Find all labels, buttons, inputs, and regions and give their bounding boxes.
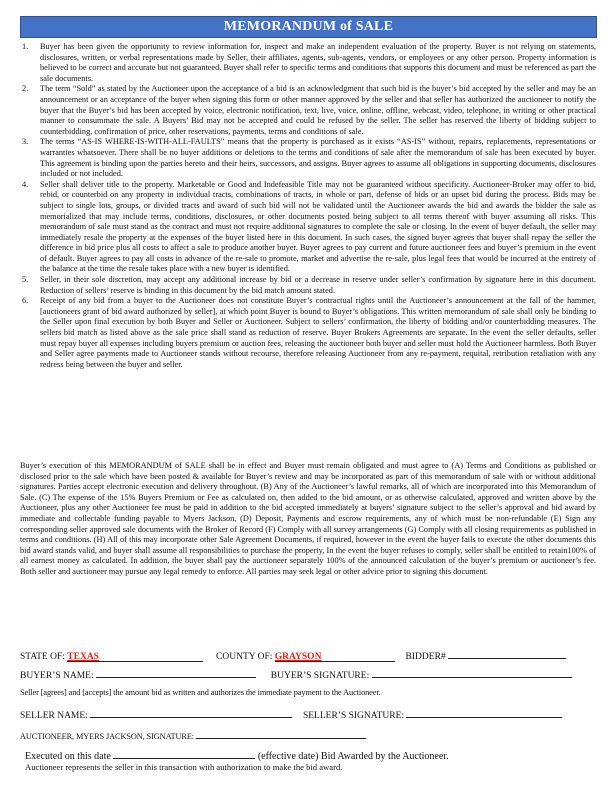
county-value: GRAYSON bbox=[274, 652, 322, 662]
term-item bbox=[20, 84, 596, 137]
state-field[interactable] bbox=[67, 652, 203, 662]
seller-name-field[interactable] bbox=[90, 708, 292, 718]
term-number: 4. bbox=[22, 179, 29, 189]
terms-list bbox=[20, 42, 596, 370]
state-label: STATE OF: bbox=[20, 652, 65, 662]
executed-prefix: Executed on this date bbox=[25, 751, 111, 762]
term-number: 5. bbox=[22, 275, 29, 285]
term-number: 6. bbox=[22, 296, 29, 306]
buyer-signature-field[interactable] bbox=[372, 668, 572, 678]
county-field[interactable] bbox=[275, 652, 395, 662]
bidder-label: BIDDER# bbox=[405, 652, 446, 662]
term-number: 2. bbox=[22, 84, 29, 94]
closing-paragraph: Buyer’s execution of this MEMORANDUM of SALE shall be in effect and Buyer must remain obligated and must agree to (A) Terms and Conditions as published or disclosed prior to the sale which have been posted & available for Buyer’s review and may be incorporated as part of this memorandum of sale with or without additional signatures. Parties accept electronic execution and delivery throughout. (B) Any of the Auctioneer’s lawful remarks, all of which are incorporated into this Memorandum of Sale. (C) The expense of the 15% Buyers Premium or Fee as calculated on, then added to the bid amount, or as otherwise calculated, approved and written above by the Auctioneer, plus any other Auctioneer fee must be paid in addition to the bid accepted immediately at buyers’ signature subject to the seller’s approval and bid award by immediate and collectable funding payable to Myers Jackson, (D) Deposit, Payments and escrow requirements, any of which must be non-refundable (E) Sign any corresponding seller approved sale documents with the Broker of Record (F) Comply with all survey arrangements (G) Comply with all closing requirements as published in terms and conditions. (H) All of this may incorporate other Sale Agreement Documents, if required, however in the event the buyer fails to execute the other documents this bid award stands valid, and buyer shall assume all responsibilities to purchase the property, In the event the buyer refuses to comply, seller shall be entitled to retain100% of all earnest money as calculated. In addition, the buyer shall pay the auctioneer separately 100% of the announced calculation of the buyer’s premium or auctioneer’s fee. Both seller and auctioneer may pursue any legal remedy to enforce. All parties may seek legal or other advice prior to signing this document. bbox=[20, 461, 596, 576]
executed-row bbox=[25, 749, 449, 762]
term-text: The term “Sold” as stated by the Auctioneer upon the acceptance of a bid is an acknowledgment that such bid is the buyer’s bid accepted by the seller and may be an announcement or an acceptance of the buyer when signing this form or other manner approved by the seller and that seller has authorized the auctioneer to notify the buyer that the Buyer’s bid has been accepted by voice, electronic notification, text, live, voice, online, offline, webcast, video, telephone, in writing or other practical manner to consummate the sale. A Buyers’ Bid may not be accepted and could be refused by the seller. The seller has reserved the liberty of bidding subject to counterbidding, confirmation of price, other reservations, payments, terms and conditions of sale. bbox=[40, 84, 596, 136]
auctioneer-signature-label: AUCTIONEER, MYERS JACKSON, SIGNATURE: bbox=[20, 732, 195, 741]
term-text: Seller shall deliver title to the property. Marketable or Good and Indefeasible Title may not be guaranteed without specificity. Auctioneer-Broker may offer to bid, rebid, or counterbid on any property in individual tracts, combinations of tracts, in whole or part, defense of bids or an upset bid during the process. Bids may be subject to single lots, groups, or divided tracts and award of such bid will not be validated until the Auctioneer awards the bid and awards the bidder the sale as memorialized that may include terms, conditions, disclosures, or other documents posted being subject to all terms thereof with buyer assuming all risks. This memorandum of sale must stand as the contract and must not require additional signatures to complete the sale or closing. In the event of buyer default, the seller may immediately resale the property at the expenses of the buyer listed here in this document. In such cases, the signed buyer agrees that buyer shall repay the seller the difference in bid price plus all costs to affect a sale to produce another buyer. Buyer agrees to pay current and future auctioneer fees and buyer’s premium in the event of default. Buyer agrees to pay all costs in advance of the re-sale to promote, market and advertise the re-sale, plus legal fees that would be incurred at the entirety of the balance at the time the resale takes place with a new buyer is identified. bbox=[40, 179, 596, 274]
term-item bbox=[20, 275, 596, 296]
term-text: Buyer has been given the opportunity to review information for, inspect and make an independent evaluation of the property. Buyer is not relying on statements, disclosures, written, or verbal representations made by Seller, their affiliates, agents, sub-agents, vendors, or employees or any other person. Property information is believed to be correct and accurate but not guaranteed. Buyer shall refer to specific terms and conditions that supports this document and must be referenced as part the sale documents. bbox=[40, 42, 596, 83]
buyer-row bbox=[20, 668, 596, 681]
term-text: The terms “AS-IS WHERE-IS-WITH-ALL-FAULTS” means that the property is purchased as it exists “AS-IS” without, repairs, replacements, representations or warranties whatsoever. There shall be no buyer additions or deletions to the terms and conditions of sale after the memorandum of sale has been executed by buyer. This agreement is binding upon the parties hereto and their heirs, successors, and assigns. Buyer agrees to assume all obligations in supporting documents, disclosures included or not included. bbox=[40, 137, 596, 179]
term-text: Receipt of any bid from a buyer to the Auctioneer does not constitute Buyer’s contractual rights until the Auctioneer’s announcement at the fall of the hammer, [auctioneers grant of bid award authorized by seller], at which point Buyer is bound to Buyer’s obligations. This written memorandum of sale shall only be binding to the Seller upon final execution by both Buyer and Seller or Auctioneer. Subject to sellers’ confirmation, the liberty of bidding and/or counterbidding measures. The sellers bid match as listed above as the sale price shall stand as reduction of reserve. Buyer Brokers Agreements are separate. In the event the seller defaults, seller must repay buyer all expenses including buyers premium or auction fees, releasing the auctioneer both buyer and seller must hold the Auctioneer harmless. Both Buyer and Seller agree payments made to Auctioneer stands without recourse, therefore releasing Auctioneer from any re-payment, requital, retribution retaliation with any redress being between the buyer and seller. bbox=[40, 296, 596, 369]
auctioneer-row bbox=[20, 729, 596, 741]
buyer-name-field[interactable] bbox=[96, 668, 256, 678]
auctioneer-signature-field[interactable] bbox=[196, 729, 366, 739]
term-item bbox=[20, 180, 596, 275]
seller-name-label: SELLER NAME: bbox=[20, 711, 88, 721]
term-item bbox=[20, 42, 596, 84]
executed-suffix: (effective date) Bid Awarded by the Auctioneer. bbox=[257, 751, 449, 762]
seller-signature-field[interactable] bbox=[406, 708, 562, 718]
seller-signature-label: SELLER’S SIGNATURE: bbox=[302, 711, 405, 721]
buyer-name-label: BUYER’S NAME: bbox=[20, 671, 94, 681]
state-value: TEXAS bbox=[67, 652, 99, 662]
county-label: COUNTY OF: bbox=[216, 652, 273, 662]
seller-agreement-text: Seller [agrees] and [accepts] the amount bid as written and authorizes the immediate payment to the Auctioneer. bbox=[20, 688, 381, 697]
seller-row bbox=[20, 708, 596, 721]
term-number: 1. bbox=[22, 42, 29, 51]
term-item bbox=[20, 137, 596, 179]
term-number: 3. bbox=[22, 137, 29, 147]
term-item bbox=[20, 296, 596, 370]
memorandum-title: MEMORANDUM of SALE bbox=[20, 16, 597, 38]
representation-note: Auctioneer represents the seller in this transaction with authorization to make the bid award. bbox=[25, 762, 343, 772]
state-county-bidder-row bbox=[20, 649, 596, 662]
buyer-signature-label: BUYER’S SIGNATURE: bbox=[270, 671, 370, 681]
executed-date-field[interactable] bbox=[113, 749, 255, 759]
bidder-number-field[interactable] bbox=[448, 649, 566, 659]
term-text: Seller, in their sole discretion, may accept any additional increase by bid or a decrease in reserve under seller’s confirmation by signature here in this document. Reduction of sellers’ reserve is binding in this document by the bid match amount stated. bbox=[40, 275, 596, 295]
